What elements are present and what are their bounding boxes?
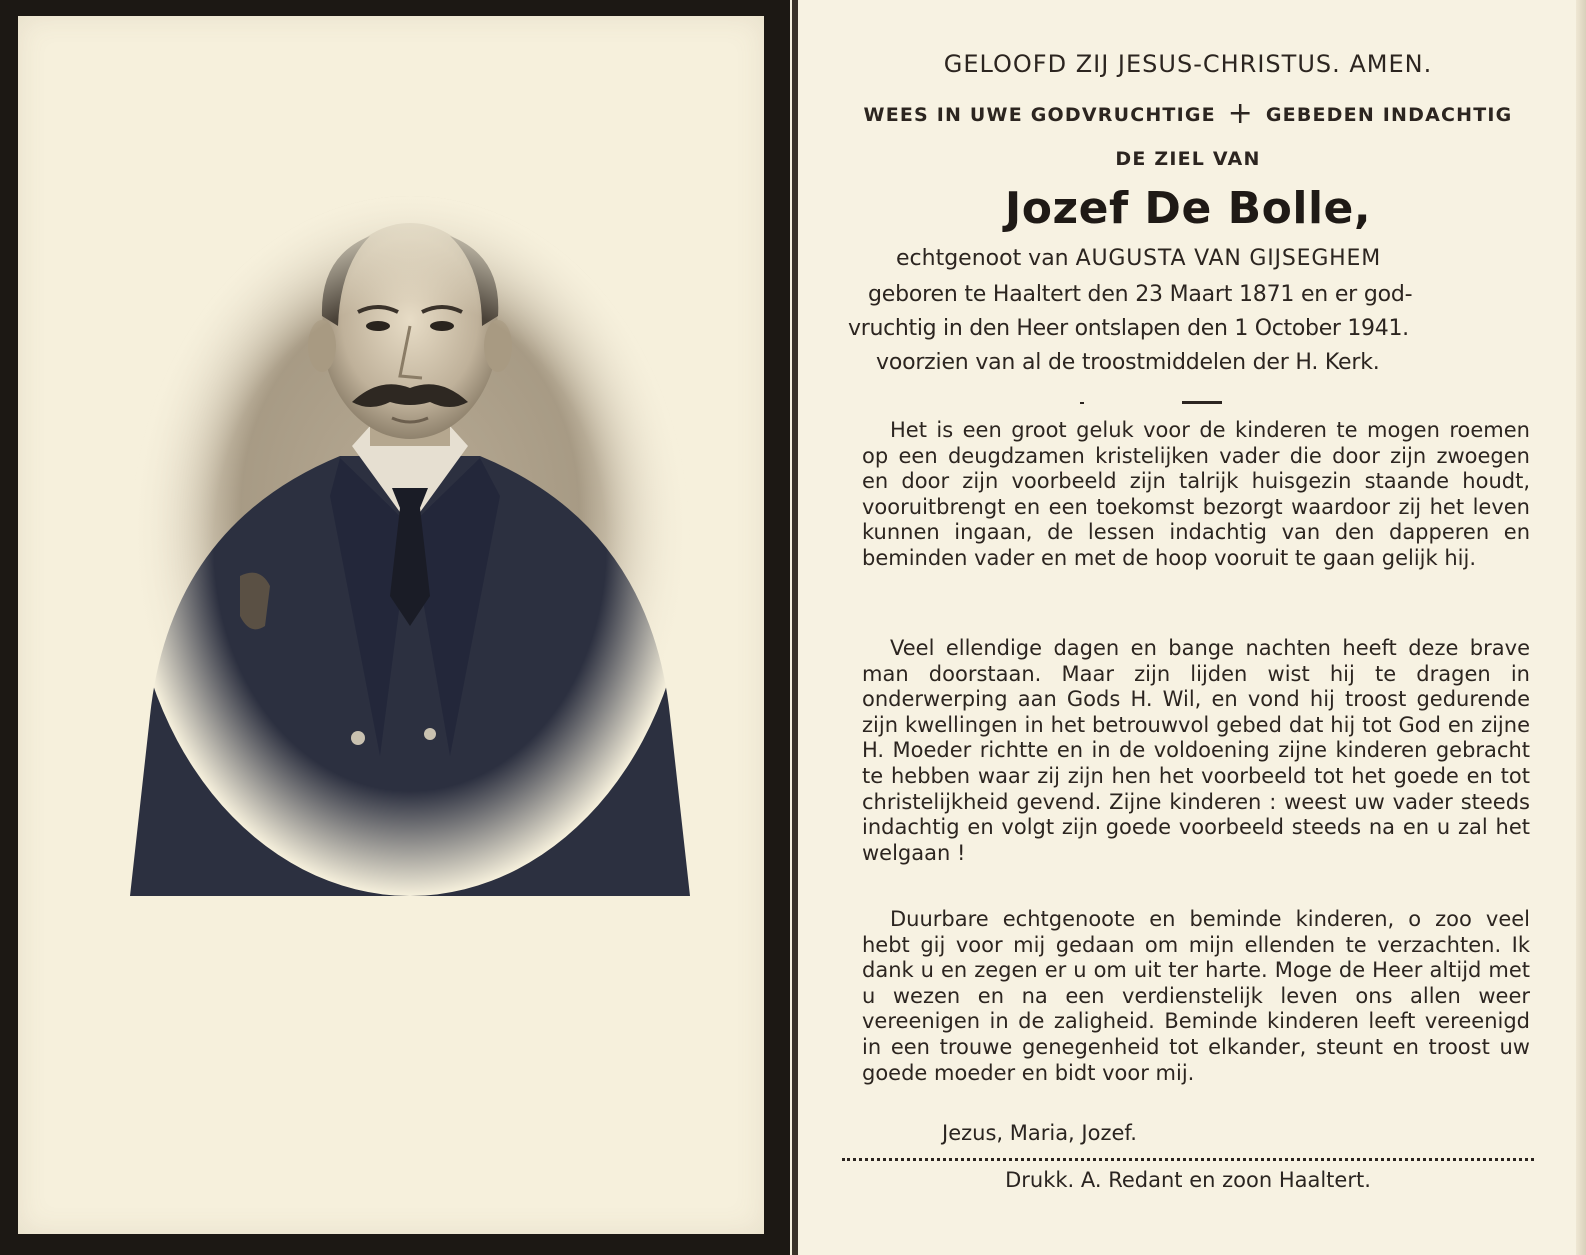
divider-dot bbox=[1080, 402, 1084, 404]
death-line: vruchtig in den Heer ontslapen den 1 October 1941. bbox=[848, 316, 1409, 341]
prayer-request-right: GEBEDEN INDACHTIG bbox=[1265, 104, 1513, 126]
spouse-prefix: echtgenoot van bbox=[896, 246, 1069, 271]
spouse-name: AUGUSTA VAN GIJSEGHEM bbox=[1075, 246, 1381, 271]
soul-of-line: DE ZIEL VAN bbox=[1115, 148, 1261, 170]
sacraments-line: voorzien van al de troostmiddelen der H. Kerk. bbox=[876, 350, 1380, 375]
birth-line: geboren te Haaltert den 23 Maart 1871 en er god- bbox=[868, 282, 1413, 307]
dotted-separator bbox=[842, 1158, 1534, 1161]
portrait-photo bbox=[130, 196, 690, 896]
prayer-request-left: WEES IN UWE GODVRUCHTIGE bbox=[863, 104, 1216, 126]
memorial-text-card bbox=[792, 0, 1586, 1255]
portrait-card-paper bbox=[18, 16, 764, 1234]
closing-prayer: Jezus, Maria, Jozef. bbox=[942, 1121, 1137, 1145]
paragraph-farewell: Duurbare echtgenoote en beminde kinderen, o zoo veel hebt gij voor mij gedaan om mijn ellenden te verzachten. Ik dank u en zegen er u om uit ter harte. Moge de Heer altijd met u wezen en na een verdienstelijk leven ons allen weer vereenigen in de zaligheid. Beminde kinderen leeft vereenigd in een trouwe genegenheid tot elkander, steunt en troost uw goede moeder en bidt voor mij. bbox=[862, 907, 1530, 1085]
deceased-name: Jozef De Bolle, bbox=[1004, 183, 1372, 234]
portrait-card bbox=[0, 0, 790, 1255]
spouse-line bbox=[896, 246, 1381, 271]
section-divider bbox=[1182, 401, 1222, 404]
prayer-request-line: WEES IN UWE GODVRUCHTIGE + GEBEDEN INDACHTIG bbox=[863, 96, 1513, 131]
paragraph-suffering: Veel ellendige dagen en bange nachten heeft deze brave man doorstaan. Maar zijn lijden wist hij te dragen in onderwerping aan Gods H. Wil, en vond hij troost gedurende zijn kwellingen in het betrouwvol gebed dat hij tot God en zijne H. Moeder richtte en in de voldoening zijne kinderen gebracht te hebben waar zij zijn hen het voorbeeld tot het goede en tot christelijkheid gevend. Zijne kinderen : weest uw vader steeds indachtig en volgt zijn goede voorbeeld steeds na en u zal het welgaan ! bbox=[862, 636, 1530, 865]
paragraph-father-praise: Het is een groot geluk voor de kinderen te mogen roemen op een deugdzamen kristelijken vader die door zijn zwoegen en door zijn voorbeeld zijn talrijk huisgezin staande houdt, vooruitbrengt en een toekomst bezorgt waardoor zij het leven kunnen ingaan, de lessen indachtig van den dapperen en beminden vader en met de hoop vooruit te gaan gelijk hij. bbox=[862, 418, 1530, 570]
opening-invocation: GELOOFD ZIJ JESUS-CHRISTUS. AMEN. bbox=[943, 50, 1433, 78]
printer-credit: Drukk. A. Redant en zoon Haaltert. bbox=[1005, 1168, 1371, 1192]
